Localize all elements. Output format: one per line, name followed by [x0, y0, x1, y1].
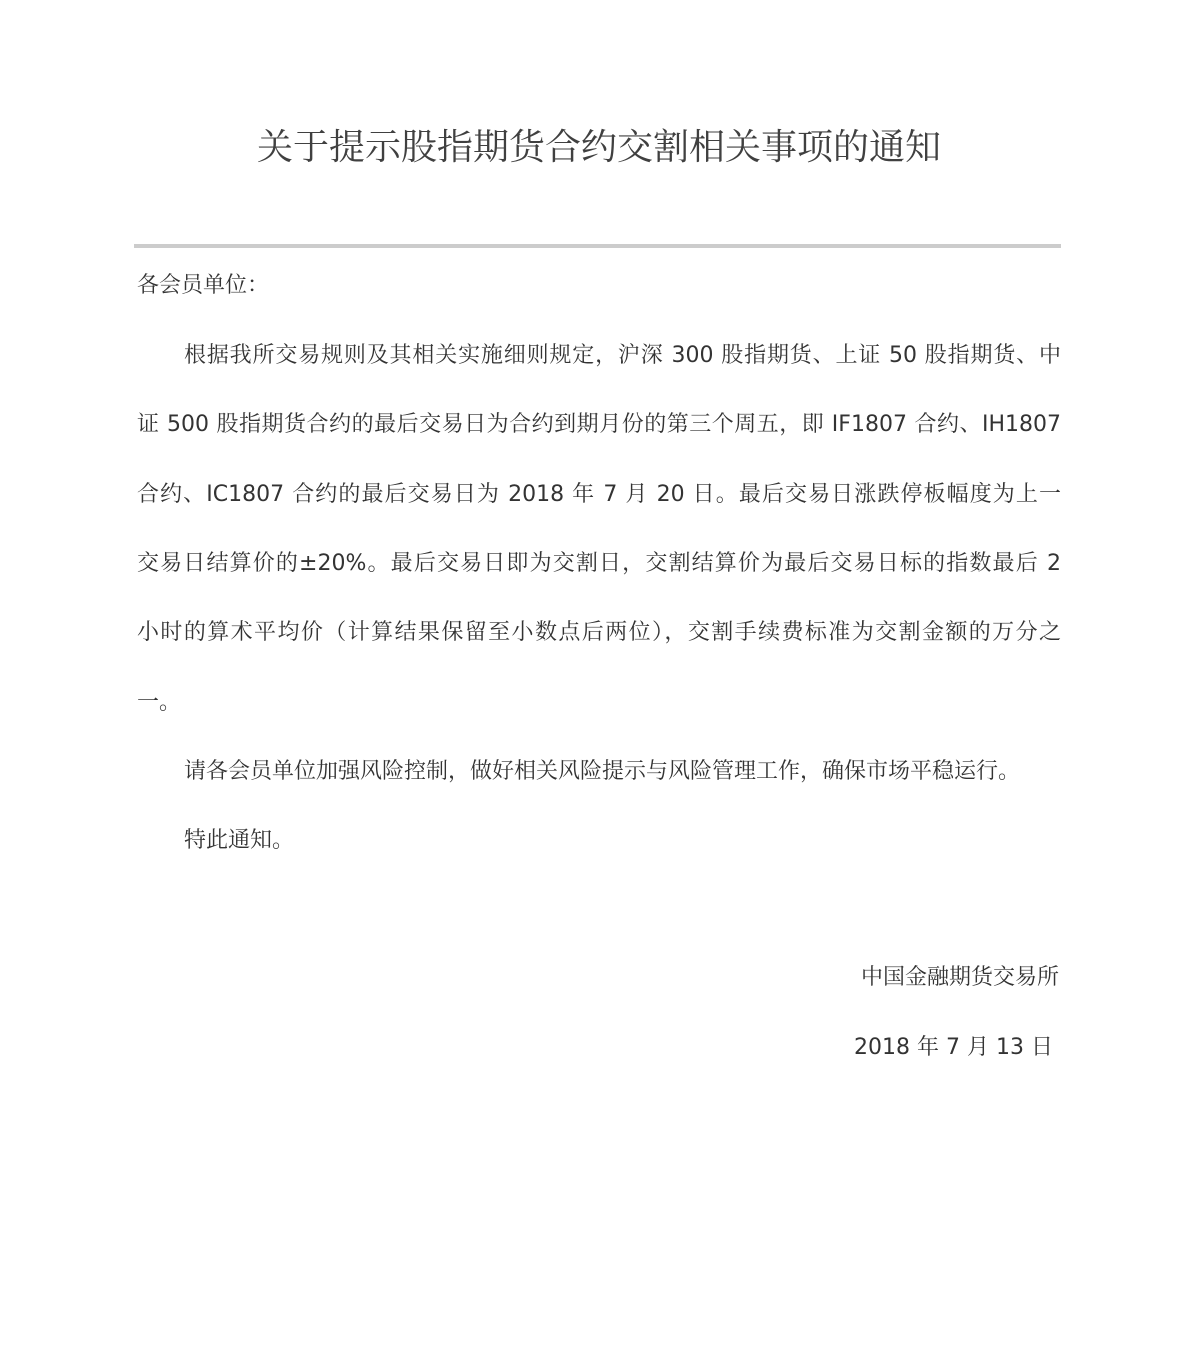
- paragraph-1-line-5: 小时的算术平均价（计算结果保留至小数点后两位），交割手续费标准为交割金额的万分之: [137, 620, 1061, 645]
- issue-date: 2018 年 7 月 13 日: [854, 1035, 1053, 1060]
- paragraph-1-line-3: 合约、IC1807 合约的最后交易日为 2018 年 7 月 20 日。最后交易日涨跌停板幅度为上一: [137, 482, 1061, 507]
- paragraph-2: 请各会员单位加强风险控制，做好相关风险提示与风险管理工作，确保市场平稳运行。: [184, 759, 1021, 784]
- paragraph-1-line-1: 根据我所交易规则及其相关实施细则规定，沪深 300 股指期货、上证 50 股指期货、中: [184, 343, 1061, 368]
- paragraph-1-line-2: 证 500 股指期货合约的最后交易日为合约到期月份的第三个周五，即 IF1807 合约、IH1807: [137, 412, 1061, 437]
- paragraph-1-line-6: 一。: [137, 690, 182, 715]
- issuer-signature: 中国金融期货交易所: [860, 965, 1059, 990]
- closing-line: 特此通知。: [184, 828, 295, 853]
- paragraph-1-line-4: 交易日结算价的±20%。最后交易日即为交割日，交割结算价为最后交易日标的指数最后 2: [137, 551, 1061, 576]
- notice-title: 关于提示股指期货合约交割相关事项的通知: [256, 127, 941, 168]
- salutation: 各会员单位：: [137, 273, 270, 298]
- title-divider: [134, 244, 1061, 248]
